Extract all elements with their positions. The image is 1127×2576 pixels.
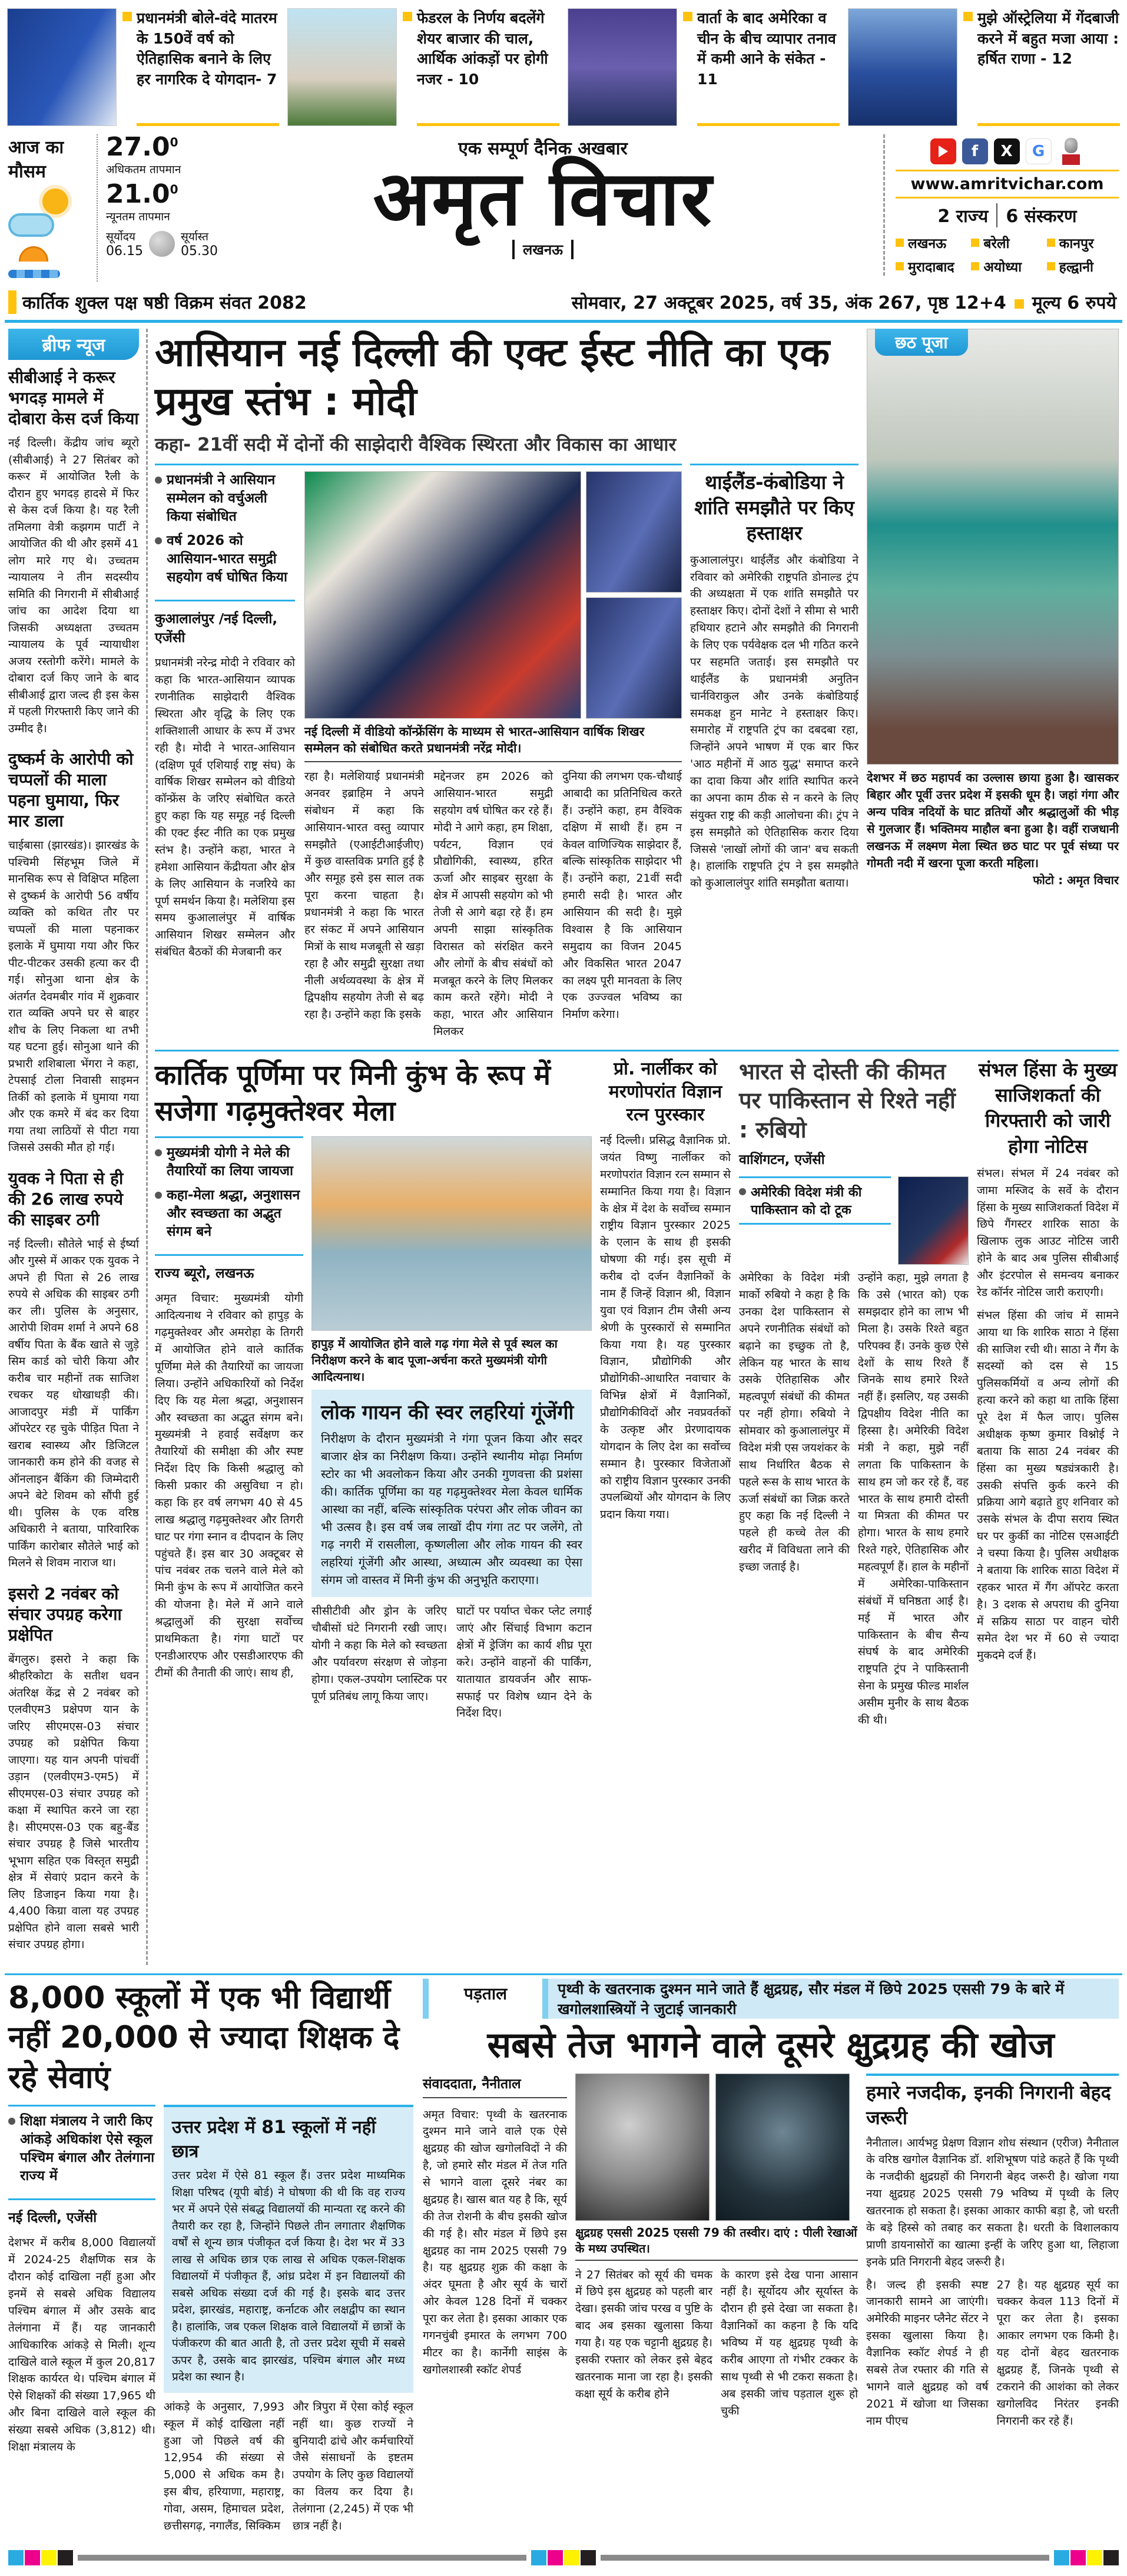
- teaser-item[interactable]: [568, 8, 840, 126]
- schools-headline: 8,000 स्कूलों में एक भी विद्यार्थी नहीं 20,000 से ज्यादा शिक्षक दे रहे सेवाएं: [8, 1980, 400, 2095]
- sambhal-body-para2: संभल हिंसा की जांच में सामने आया था कि शारिक साठा ने हिंसा की साजिश रची थी। साठा ने गैंग के सदस्यों को दस से 15 पुलिसकर्मियों व अन्य लोगों की हत्या करने को कहा था ताकि हिंसा पूरे देश में फैल जाए। पुलिस अधीक्षक कृष्ण कुमार विश्नोई ने बताया कि साठा 24 नवंबर की हिंसा का मुख्य षड्यंत्रकारी है। उसकी संपत्ति कुर्क करने की प्रक्रिया आगे बढ़ाते हुए शनिवार को उसके संभल के दीपा सराय स्थित घर पर कुर्की का नोटिस एसआईटी ने चस्पा किया है। पुलिस अधीक्षक ने बताया कि शारिक साठा विदेश में रहकर भारत में गैंग ऑपरेट करता है। 3 दशक से अपराध की दुनिया में सक्रिय साठा पर वाहन चोरी समेत देश भर में 60 से ज्यादा मुकदमे दर्ज हैं।: [977, 1308, 1119, 1662]
- schools-body-col3: और त्रिपुरा में ऐसा कोई स्कूल नहीं था। कुछ राज्यों ने बुनियादी ढांचे और कर्मचारियों जैसे संसाधनों के इष्टतम उपयोग के लिए कुछ विद्यालयों का विलय कर दिया है। तेलंगाना (2,245) में एक भी छात्र नहीं है।: [293, 2400, 413, 2532]
- lead-bullet: वर्ष 2026 को आसियान-भारत समुद्री सहयोग वर्ष घोषित किया: [155, 532, 295, 587]
- lead-headline: आसियान नई दिल्ली की एक्ट ईस्ट नीति का एक प्रमुख स्तंभ : मोदी: [155, 330, 830, 424]
- sunrise-time: 06.15: [106, 244, 143, 259]
- sunrise-icon: [8, 246, 61, 282]
- panchang-text: कार्तिक शुक्ल पक्ष षष्ठी विक्रम संवत 2082: [22, 293, 307, 313]
- padtaal-badge: पड़ताल: [423, 1979, 548, 2019]
- asteroid-intro: अमृत विचार: पृथ्वी के खतरनाक दुश्मन माने जाने वाले एक ऐसे क्षुद्रग्रह की खोज खगोलविदों ने की है, जो हमारे सौर मंडल में तेज गति से भागने वाला दूसरे नंबर का क्षुद्रग्रह है। खास बात यह है कि, सूर्य की तेज रोशनी के बीच इसकी खोज की गई है। सौर मंडल में छिपे इस क्षुद्रग्रह का नाम 2025 एससी 79 है। यह क्षुद्रग्रह शुक्र की कक्षा के अंदर घूमता है और सूर्य के चारों ओर केवल 128 दिनों में चक्कर पूरा कर लेता है। इसका आकार एक गगनचुंबी इमारत के लगभग 700 मीटर का है। कार्नेगी साइंस के खगोलशास्त्री स्कॉट शेपर्ड: [423, 2108, 567, 2376]
- lead-article[interactable]: [155, 329, 858, 1040]
- edition-list-item: लखनऊ: [896, 233, 967, 252]
- price-text: मूल्य 6 रुपये: [1032, 293, 1116, 313]
- lok-gayan-box: [311, 1390, 592, 1597]
- brief-title: इसरो 2 नवंबर को संचार उपग्रह करेगा प्रक्षेपित: [8, 1583, 122, 1645]
- min-temp: 21.0$^0$: [106, 179, 178, 209]
- lead-body-col3: मद्देनजर हम 2026 को आसियान-भारत समुद्री सहयोग वर्ष घोषित कर रहे हैं। मोदी ने आगे कहा, हम शिक्षा, पर्यटन, विज्ञान एवं प्रौद्योगिकी, स्वास्थ्य, हरित ऊर्जा और साइबर सुरक्षा के क्षेत्र में आपसी सहयोग को भी तेजी से आगे बढ़ा रहे हैं। हम अपनी साझा सांस्कृतिक विरासत को संरक्षित करने और लोगों के बीच संबंधों को मजबूत करने के लिए मिलकर काम करते रहेंगे। मोदी ने कहा, भारत और आसियान मिलकर: [433, 770, 553, 1039]
- yellow-bullet-icon: [1015, 299, 1024, 309]
- teaser-text: प्रधानमंत्री बोले-वंदे मातरम के 150वें वर्ष को ऐतिहासिक बनाने के लिए हर नागरिक दे योगदान- 7: [137, 8, 279, 126]
- sambhal-headline: संभल हिंसा के मुख्य साजिशकर्ता की गिरफ्तारी को जारी होगा नोटिस: [978, 1059, 1118, 1158]
- edition-list-item: अयोध्या: [971, 257, 1043, 276]
- rubio-bullet: अमेरिकी विदेश मंत्री की पाकिस्तान को दो टूक: [739, 1176, 891, 1225]
- harshit-rana-photo: [848, 8, 957, 126]
- mela-bullet: मुख्यमंत्री योगी ने मेले की तैयारियों का लिया जायजा: [155, 1144, 303, 1180]
- thailand-body: कुआलालंपुर। थाईलैंड और कंबोडिया ने रविवार को अमेरिकी राष्ट्रपति डोनाल्ड ट्रंप की अध्यक्षता में एक शांति समझौते पर हस्ताक्षर किए। दोनों देशों ने सीमा से भारी हथियार हटाने और समझौते की निगरानी के लिए एक पर्यवेक्षक दल भी गठित करने पर सहमति जताई। इस समझौते पर थाईलैंड के प्रधानमंत्री अनुतिन चार्नविराकुल और उनके कंबोडियाई समकक्ष हुन मानेट ने हस्ताक्षर किए। समारोह में राष्ट्रपति ट्रंप का दबदबा रहा, जिन्होंने अपने भाषण में एक बार फिर 'आठ महीनों में आठ युद्ध' समाप्त करने का दावा किया और शांति स्थापित करने का अपना काम ठीक से न करने के लिए संयुक्त राष्ट्र की कड़ी आलोचना की। ट्रंप ने इस समझौते को ऐतिहासिक करार दिया जिससे 'लाखों लोगों की जान' बच सकती है। हालांकि राष्ट्रपति ट्रंप ने इस समझौते को कुआलालंपुर शांति समझौता बताया।: [690, 553, 858, 890]
- thailand-cambodia-article[interactable]: [690, 464, 858, 1040]
- youtube-icon[interactable]: [930, 138, 956, 164]
- paper-title: अमृत विचार: [373, 155, 713, 243]
- lok-gayan-body: निरीक्षण के दौरान मुख्यमंत्री ने गंगा पूजन किया और सदर बाजार क्षेत्र का निरीक्षण किया। उन्होंने स्थानीय मोढ़ा निर्माण स्टोर का भी अवलोकन किया और उनकी गुणवत्ता की प्रशंसा की। कार्तिक पूर्णिमा का यह गढ़मुक्तेश्वर मेला केवल धार्मिक आस्था का नहीं, बल्कि सांस्कृतिक परंपरा और लोक जीवन का भी उत्सव है। इस वर्ष जब लाखों दीप गंगा तट पर जलेंगे, तो गढ़ नगरी में रासलीला, कृष्णलीला और लोक गायन की स्वर लहरियां गूंजेंगी और आस्था, अध्यात्म और व्यवस्था का ऐसा संगम जो वास्तव में मिनी कुंभ की अनुभूति कराएगा।: [321, 1431, 582, 1588]
- rubio-headline: भारत से दोस्ती की कीमत पर पाकिस्तान से रिश्ते नहीं : रुबियो: [739, 1059, 956, 1143]
- lok-gayan-title: लोक गायन की स्वर लहरियां गूंजेंगी: [321, 1401, 574, 1425]
- asteroid-body-col4: 27 है। यह क्षुद्रग्रह सूर्य का चक्कर केवल 113 दिनों में पूरा कर लेता है। इसका आकार लगभग एक किमी है। यह दोनों बेहद खतरनाक क्षुद्रग्रह हैं, जिनके पृथ्वी से टकराने की आशंका को लेकर खगोलविद निरंतर इनकी निगरानी कर रहे हैं।: [996, 2278, 1119, 2428]
- yellow-bullet-icon: [683, 12, 692, 21]
- moon-icon: [149, 231, 175, 257]
- asteroid-body-col2: के कारण इसे देख पाना आसान नहीं है। सूर्योदय और सूर्यास्त के दौरान ही इसे देखा जा सकता है। वैज्ञानिकों का कहना है कि यदि भविष्य में यह क्षुद्रग्रह पृथ्वी के करीब आएगा तो गंभीर टक्कर के साथ पृथ्वी से भी टकरा सकता है। अब इसकी जांच पड़ताल शुरू हो चुकी: [721, 2268, 858, 2418]
- facebook-icon[interactable]: f: [962, 138, 988, 164]
- monitoring-box-body: नैनीताल। आर्यभट्ट प्रेक्षण विज्ञान शोध संस्थान (एरीज) नैनीताल के वरिष्ठ खगोल वैज्ञानिक डॉ. शशिभूषण पांडे कहते हैं कि पृथ्वी के नजदीकी क्षुद्रग्रहों की निगरानी बेहद जरूरी है। खोजा गया नया क्षुद्रग्रह 2025 एससी 79 भविष्य में पृथ्वी के लिए खतरनाक हो सकता है। इसका आकार काफी बड़ा है, जो धरती के बड़े हिस्से को तबाह कर सकता है। धरती के विशालकाय प्राणी डायनासोरों का खात्मा इन्हीं के जरिए हुआ था, लिहाजा इनके प्रति निगरानी बेहद जरूरी है।: [866, 2136, 1119, 2269]
- weather-box: [8, 132, 218, 282]
- sunset-label: सूर्यास्त: [180, 230, 208, 243]
- chhath-photo-credit: फोटो : अमृत विचार: [1033, 873, 1119, 887]
- brief-title: सीबीआई ने करूर भगदड़ मामले में दोबारा केस दर्ज किया: [8, 368, 139, 428]
- website-url[interactable]: www.amritvichar.com: [896, 170, 1119, 199]
- chhath-badge: छठ पूजा: [875, 329, 968, 356]
- max-temp-label: अधिकतम तापमान: [106, 163, 181, 176]
- yogi-inspection-photo: [311, 1136, 592, 1331]
- masthead-right-panel: [883, 134, 1119, 276]
- mela-bullet: कहा-मेला श्रद्धा, अनुशासन और स्वच्छता का अद्भुत संगम बने: [155, 1186, 303, 1241]
- asteroid-body-col3: है। जल्द ही इसकी स्पष्ट जानकारी सामने आ जाएंगी। अमेरिकी माइनर प्लैनेट सेंटर ने इसका खुलासा किया है। वैज्ञानिक स्कॉट शेपर्ड ने ही सबसे तेज रफ्तार की गति से भागने वाले क्षुद्रग्रह को वर्ष 2021 में खोजा था जिसका नाम पीएच: [866, 2278, 989, 2428]
- brief-body: नई दिल्ली। केंद्रीय जांच ब्यूरो (सीबीआई) ने 27 सितंबर को करूर में आयोजित रैली के दौरान हुए भगदड़ हादसे में फिर से केस दर्ज किया है। यह रैली तमिलगा वेत्री कझगम पार्टी ने आयोजित की थी और इसमें 41 लोग मारे गए थे। उच्चतम न्यायालय ने तीन सदस्यीय समिति की निगरानी में सीबीआई जांच का आदेश दिया था जिसकी अध्यक्षता उच्चतम न्यायालय के पूर्व न्यायाधीश अजय रस्तोगी करेंगे। मामले के दोबारा दर्ज किए जाने के बाद सीबीआई द्वारा जल्द ही इस केस में पहली गिरफ्तारी किए जाने की उम्मीद है।: [8, 437, 139, 735]
- asteroid-closeup-photo: [575, 2074, 710, 2221]
- x-twitter-icon[interactable]: X: [994, 138, 1020, 164]
- lead-body-col1: प्रधानमंत्री नरेन्द्र मोदी ने रविवार को कहा कि भारत-आसियान व्यापक रणनीतिक साझेदारी वैश्विक स्थिरता और वृद्धि के लिए एक शक्तिशाली आधार के रूप में उभर रही है। मोदी ने भारत-आसियान (दक्षिण पूर्व एशियाई राष्ट्र संघ) के वार्षिक शिखर सम्मेलन को वीडियो कॉन्फ्रेंस के जरिए संबोधित करते हुए कहा कि यह समूह नई दिल्ली की एक्ट ईस्ट नीति का एक प्रमुख स्तंभ है। उन्होंने कहा, भारत ने हमेशा आसियान केंद्रीयता और क्षेत्र के लिए आसियान के नजरिये का पूर्ण समर्थन किया है। मलेशिया इस समय कुआलालंपुर में वार्षिक आसियान शिखर सम्मेलन और संबंधित बैठकों की मेजबानी कर: [155, 656, 295, 959]
- monitoring-box-title: हमारे नजदीक, इनकी निगरानी बेहद जरूरी: [866, 2081, 1111, 2129]
- schools-byline: नई दिल्ली, एजेंसी: [8, 2210, 97, 2226]
- teaser-item[interactable]: [848, 8, 1120, 126]
- edition-list-item: कानपुर: [1047, 233, 1119, 252]
- yellow-bullet-icon: [403, 12, 412, 21]
- chhath-caption: देशभर में छठ महापर्व का उल्लास छाया हुआ है। खासकर बिहार और पूर्वी उत्तर प्रदेश में इसकी धूम है। जहां गंगा और अन्य पवित्र नदियों के घाट व्रतियों और श्रद्धालुओं की भीड़ से गुलजार हैं। भक्तिमय माहौल बना हुआ है। वहीं राजधानी लखनऊ में लक्ष्मण मेला स्थित छठ घाट पर पूर्व संध्या पर गोमती नदी में खरना पूजा करती महिला।: [867, 771, 1119, 870]
- rubio-photo: [898, 1176, 969, 1265]
- brief-news-column: [8, 329, 148, 1965]
- schools-bullet: शिक्षा मंत्रालय ने जारी किए आंकड़े अधिकांश ऐसे स्कूल पश्चिम बंगाल और तेलंगाना राज्य में: [8, 2112, 155, 2185]
- up-schools-box-title: उत्तर प्रदेश में 81 स्कूलों में नहीं छात्र: [172, 2117, 376, 2162]
- masthead: [5, 132, 1122, 282]
- brief-body: नई दिल्ली। सौतेले भाई से ईर्ष्या और गुस्से में आकर एक युवक ने अपने ही पिता से 26 लाख रुपये से अधिक की साइबर ठगी कर ली। पुलिस के अनुसार, आरोपी शिवम शर्मा ने अपने 68 वर्षीय पिता के बैंक खाते से जुड़े सिम कार्ड को चोरी किया और करीब चार महीनों तक साजिश रचकर यह धोखाधड़ी की। आजादपुर मंडी में पार्किंग ऑपरेटर रह चुके पीड़ित पिता ने खराब स्वास्थ्य और डिजिटल जानकारी कम होने की वजह से ऑनलाइन बैंकिंग की जिम्मेदारी अपने बेटे शिवम को सौंपी हुई थी। पुलिस के एक वरिष्ठ अधिकारी ने बताया, पारिवारिक पार्किंग कारोबार सौतेले भाई को मिलने से शिवम नाराज था।: [8, 1237, 139, 1569]
- schools-body-col2: आंकड़े के अनुसार, 7,993 स्कूल में कोई दाखिला नहीं हुआ जो पिछले वर्ष की 12,954 की संख्या से 5,000 से अधिक कम है। इस बीच, हरियाणा, महाराष्ट्र, गोवा, असम, हिमाचल प्रदेश, छत्तीसगढ़, नगालैंड, सिक्किम: [164, 2400, 284, 2532]
- mela-body-col3: घाटों पर पर्याप्त चेकर प्लेट लगाई जाएं और सिंचाई विभाग कटान क्षेत्रों में ड्रेजिंग का कार्य शीघ्र पूरा करे। उन्होंने वाहनों की पार्किंग, यातायात डायवर्जन और साफ-सफाई पर विशेष ध्यान देने के निर्देश दिए।: [456, 1605, 592, 1720]
- brief-item[interactable]: [8, 1583, 139, 1953]
- asteroid-photo-caption: क्षुद्रग्रह एससी 2025 एससी 79 की तस्वीर। दाएं : पीली रेखाओं के मध्य उपस्थित।: [575, 2224, 858, 2261]
- teaser-item[interactable]: [7, 8, 279, 126]
- brief-news-header: ब्रीफ न्यूज: [8, 329, 139, 360]
- up-schools-box-body: उत्तर प्रदेश में ऐसे 81 स्कूल हैं। उत्तर प्रदेश माध्यमिक शिक्षा परिषद (यूपी बोर्ड) ने घोषणा की थी कि वह राज्य भर में अपने ऐसे संबद्ध विद्यालयों की मान्यता रद्द करने की तैयारी कर रहा है, जिन्होंने पिछले तीन लगातार शैक्षणिक वर्षों से शून्य छात्र पंजीकृत दर्ज किया है। देश भर में 33 लाख से अधिक छात्र एक लाख से अधिक एकल-शिक्षक विद्यालयों में पंजीकृत हैं, आंध्र प्रदेश में इन विद्यालयों की सबसे अधिक संख्या दर्ज की गई है। इसके बाद उत्तर प्रदेश, झारखंड, महाराष्ट्र, कर्नाटक और लक्षद्वीप का स्थान है। हालांकि, जब एकल शिक्षक वाले विद्यालयों में छात्रों के पंजीकरण की बात आती है, तो उत्तर प्रदेश सूची में सबसे ऊपर है, उसके बाद झारखंड, पश्चिम बंगाल और मध्य प्रदेश का स्थान है।: [172, 2169, 405, 2384]
- google-icon[interactable]: G: [1026, 138, 1052, 164]
- sambhal-body-para1: संभल। संभल में 24 नवंबर को जामा मस्जिद के सर्वे के दौरान हिंसा के मुख्य साजिशकर्ता विदेश में छिपे गैंगस्टर शारिक साठा के खिलाफ लुक आउट नोटिस जारी होने के बाद अब पुलिस सीबीआई और इंटरपोल से समन्वय बनाकर रेड कॉर्नर नोटिस जारी कराएगी।: [977, 1166, 1119, 1299]
- mela-body-col1: अमृत विचार: मुख्यमंत्री योगी आदित्यनाथ ने रविवार को हापुड़ के गढ़मुक्तेश्वर और अमरोहा के तिगरी में आयोजित होने वाले कार्तिक पूर्णिमा मेले की तैयारियों का जायजा लिया। उन्होंने अधिकारियों को निर्देश दिए कि यह मेला श्रद्धा, अनुशासन और स्वच्छता का अद्भुत संगम बने। मुख्यमंत्री ने हवाई सर्वेक्षण कर तैयारियों की समीक्षा की और स्पष्ट निर्देश दिए कि किसी श्रद्धालु को किसी प्रकार की असुविधा न हो। कहा कि हर वर्ष लगभग 40 से 45 लाख श्रद्धालु गढ़मुक्तेश्वर और तिगरी घाट पर गंगा स्नान व दीपदान के लिए पहुंचते हैं। इस बार 30 अक्टूबर से पांच नवंबर तक चलने वाले मेले को मिनी कुंभ के रूप में आयोजित करने की योजना है। मेले में आने वाले श्रद्धालुओं की सुरक्षा सर्वोच्च प्राथमिकता है। गंगा घाटों पर एनडीआरएफ और एसडीआरएफ की टीमों की तैनाती की जाएं। साथ ही,: [155, 1292, 303, 1679]
- summit-screen-photo: [586, 471, 682, 593]
- thailand-headline: थाईलैंड-कंबोडिया ने शांति समझौते पर किए हस्ताक्षर: [694, 471, 854, 544]
- brief-body: चाईबासा (झारखंड)। झारखंड के पश्चिमी सिंहभूम जिले में मानसिक रूप से विक्षिप्त महिला से दुष्कर्म के आरोपी 56 वर्षीय व्यक्ति को कथित तौर पर चप्पलों की माला पहनाकर इलाके में घुमाया गया और फिर पीट-पीटकर उसकी हत्या कर दी गई। सोनुआ थाना क्षेत्र के अंतर्गत देवमबीर गांव में शुक्रवार रात व्यक्ति अपने घर से बाहर शौच के लिए निकला था तभी यह घटना हुई। सोनुआ थाने की प्रभारी शशिबाला भेंगरा ने कहा, टेपसाई टोला निवासी साइमन तिर्की को इलाके में घुमाया गया और एक कमरे में बंद कर दिया गया तथा लाठियों से पीटा गया जिससे उसकी मौत हो गई।: [8, 839, 139, 1154]
- narlikar-award-article[interactable]: [600, 1057, 731, 1729]
- asteroid-body-col1: ने 27 सितंबर को सूर्य की चमक में छिपे इस क्षुद्रग्रह को पहली बार देखा। इसकी जांच परख व पुष्टि के बाद अब इसका खुलासा किया गया है। यह एक चट्टानी क्षुद्रग्रह है। इसकी रफ्तार को लेकर इसे बेहद खतरनाक माना जा रहा है। इसकी कक्षा सूर्य के करीब होने: [575, 2268, 712, 2400]
- narlikar-body: नई दिल्ली। प्रसिद्ध वैज्ञानिक प्रो. जयंत विष्णु नार्लीकर को मरणोपरांत विज्ञान रत्न सम्मान से सम्मानित किया गया है। विज्ञान के क्षेत्र में देश के सर्वोच्च सम्मान राष्ट्रीय विज्ञान पुरस्कार 2025 के एलान के साथ ही इसकी घोषणा की गई। इस सूची में करीब दो दर्जन वैज्ञानिकों के नाम हैं जिन्हें विज्ञान श्री, विज्ञान युवा एवं विज्ञान टीम जैसी अन्य श्रेणी के पुरस्कारों से सम्मानित किया गया है। यह पुरस्कार विज्ञान, प्रौद्योगिकी और प्रौद्योगिकी-आधारित नवाचार के विभिन्न क्षेत्रों में वैज्ञानिकों, प्रौद्योगिकीविदों और नवप्रवर्तकों के उत्कृष्ट और प्रेरणादायक योगदान के लिए देश का सर्वोच्च सम्मान है। पुरस्कार विजेताओं को राष्ट्रीय विज्ञान पुरस्कार उनकी उपलब्धियों और योगदान के लिए प्रदान किया गया।: [600, 1134, 731, 1522]
- mela-photo-caption: हापुड़ में आयोजित होने वाले गढ़ गंगा मेले से पूर्व स्थल का निरीक्षण करने के बाद पूजा-अर्चना करते मुख्यमंत्री योगी आदित्यनाथ।: [311, 1337, 558, 1384]
- lead-photo-caption: नई दिल्ली में वीडियो कॉन्फ्रेंसिंग के माध्यम से भारत-आसियान वार्षिक शिखर सम्मेलन को संबोधित करते प्रधानमंत्री नरेंद्र मोदी।: [304, 719, 682, 762]
- garhmukteshwar-mela-article[interactable]: [155, 1057, 592, 1729]
- asteroid-sky-photo: [715, 2074, 850, 2221]
- asean-us-summit-photo: [568, 8, 677, 126]
- sun-cloud-icon: [8, 187, 79, 240]
- monitoring-box: [866, 2074, 1119, 2430]
- schools-article[interactable]: [8, 1979, 413, 2535]
- schools-body-col1: देशभर में करीब 8,000 विद्यालयों में 2024-25 शैक्षणिक सत्र के दौरान कोई दाखिला नहीं हुआ और इनमें से सबसे अधिक विद्यालय पश्चिम बंगाल में और उसके बाद तेलंगाना में हैं। यह जानकारी आधिकारिक आंकड़े से मिली। शून्य दाखिले वाले स्कूल में कुल 20,817 शिक्षक कार्यरत थे। पश्चिम बंगाल में ऐसे शिक्षकों की संख्या 17,965 थी और बिना दाखिले वाले स्कूल की संख्या सबसे अधिक (3,812) थी। शिक्षा मंत्रालय के: [8, 2236, 155, 2453]
- edition-name: लखनऊ: [512, 240, 574, 259]
- teaser-item[interactable]: [287, 8, 559, 126]
- brief-item[interactable]: [8, 1168, 139, 1572]
- kicker-text: पृथ्वी के खतरनाक दुश्मन माने जाते हैं क्षुद्रग्रह, सौर मंडल में छिपे 2025 एससी 79 के बारे में खगोलशास्त्रियों ने जुटाई जानकारी: [558, 1980, 1065, 2018]
- modi-summit-photo: [304, 471, 581, 719]
- brief-title: युवक ने पिता से ही की 26 लाख रुपये की साइबर ठगी: [8, 1168, 124, 1229]
- lead-byline: कुआलालंपुर /नई दिल्ली, एजेंसी: [155, 611, 278, 646]
- modi-speech-photo: [7, 8, 117, 126]
- rubio-body-col1: अमेरिका के विदेश मंत्री मार्को रुबियो ने कहा है कि उनका देश पाकिस्तान से अपने रणनीतिक संबंधों को बढ़ाने का इच्छुक तो है, लेकिन यह भारत के साथ उसके ऐतिहासिक और महत्वपूर्ण संबंधों की कीमत पर नहीं होगा। रुबियो ने सोमवार को कुआलालंपुर में विदेश मंत्री एस जयशंकर के साथ निर्धारित बैठक से पहले रूस के साथ भारत के ऊर्जा संबंधों का जिक्र करते हुए कहा कि नई दिल्ली ने पहले ही कच्चे तेल की खरीद में विविधता लाने की इच्छा जताई है।: [739, 1271, 850, 1574]
- brief-item[interactable]: [8, 367, 139, 737]
- editions-count: 6 संस्करण: [1006, 206, 1077, 227]
- brief-title: दुष्कर्म के आरोपी को चप्पलों की माला पहना घुमाया, फिर मार डाला: [8, 749, 134, 831]
- asteroid-byline: संवाददाता, नैनीताल: [423, 2074, 567, 2098]
- rubio-article[interactable]: [739, 1057, 969, 1729]
- press-mic-icon: [1058, 138, 1085, 165]
- narlikar-headline: प्रो. नार्लीकर को मरणोपरांत विज्ञान रत्न पुरस्कार: [608, 1059, 722, 1125]
- states-count: 2 राज्य: [937, 206, 989, 227]
- max-temp: 27.0$^0$: [106, 132, 178, 162]
- asteroid-headline: सबसे तेज भागने वाले दूसरे क्षुद्रग्रह की खोज: [487, 2024, 1055, 2066]
- summit-leaders-photo: [586, 597, 682, 719]
- yellow-bar-icon: [8, 290, 16, 314]
- print-registration-marks: [5, 2535, 1122, 2576]
- stock-exchange-photo: [287, 8, 397, 126]
- teaser-text: मुझे ऑस्ट्रेलिया में गेंदबाजी करने में बहुत मजा आया : हर्षित राणा - 12: [977, 8, 1120, 126]
- sunset-time: 05.30: [180, 244, 218, 259]
- asteroid-article[interactable]: [423, 1979, 1119, 2535]
- lead-bullet: प्रधानमंत्री ने आसियान सम्मेलन को वर्चुअली किया संबोधित: [155, 471, 295, 526]
- edition-list-item: मुरादाबाद: [896, 257, 967, 276]
- up-schools-box: [164, 2105, 413, 2393]
- teaser-text: वार्ता के बाद अमेरिका व चीन के बीच व्यापार तनाव में कमी आने के संकेत - 11: [697, 8, 840, 126]
- mela-headline: कार्तिक पूर्णिमा पर मिनी कुंभ के रूप में सजेगा गढ़मुक्तेश्वर मेला: [155, 1059, 551, 1128]
- sunrise-label: सूर्योदय: [106, 230, 135, 243]
- top-teaser-strip: [5, 4, 1122, 132]
- mela-body-col2: सीसीटीवी और ड्रोन के जरिए चौबीसों घंटे निगरानी रखी जाए। योगी ने कहा कि मेले को स्वच्छता और पर्यावरण संरक्षण से जोड़ना होगा। एकल-उपयोग प्लास्टिक पर पूर्ण प्रतिबंध लागू किया जाए।: [311, 1605, 447, 1703]
- edition-list-item: बरेली: [971, 233, 1043, 252]
- lead-body-col2: रहा है। मलेशियाई प्रधानमंत्री अनवर इब्राहिम ने अपने संबोधन में कहा कि आसियान-भारत वस्तु व्यापार समझौते (एआईटीआईजीए) में कुछ वास्तविक प्रगति हुई है और समूह इसे इस साल तक पूरा करना चाहता है। प्रधानमंत्री ने कहा कि भारत हर संकट में अपने आसियान मित्रों के साथ मजबूती से खड़ा रहा है और समुद्री सुरक्षा तथा नीली अर्थव्यवस्था के क्षेत्र में द्विपक्षीय सहयोग तेजी से बढ़ रहा है। उन्होंने कहा कि इसके: [304, 770, 424, 1021]
- rubio-body-col2: उन्होंने कहा, मुझे लगता है कि उसे (भारत को) एक समझदार होने का लाभ भी मिला है। उसके रिश्ते बहुत परिपक्व हैं। उनके कुछ ऐसे देशों के साथ रिश्ते हैं जिनके साथ हमारे रिश्ते नहीं हैं। इसलिए, यह उसकी द्विपक्षीय विदेश नीति का हिस्सा है। अमेरिकी विदेश मंत्री ने कहा, मुझे नहीं लगता कि पाकिस्तान के साथ हम जो कर रहे हैं, वह भारत के साथ हमारी दोस्ती या मित्रता की कीमत पर होगा। भारत के साथ हमारे रिश्ते गहरे, ऐतिहासिक और महत्वपूर्ण हैं। हाल के महीनों में अमेरिका-पाकिस्तान संबंधों में घनिष्ठता आई है। मई में भारत और पाकिस्तान के बीच सैन्य संघर्ष के बाद अमेरिकी राष्ट्रपति ट्रंप ने पाकिस्तानी सेना के प्रमुख फील्ड मार्शल असीम मुनीर के साथ बैठक की थी।: [858, 1271, 969, 1727]
- paper-tagline: एक सम्पूर्ण दैनिक अखबार: [458, 138, 628, 159]
- brief-body: बेंगलुरु। इसरो ने कहा कि श्रीहरिकोटा के सतीश धवन अंतरिक्ष केंद्र से 2 नवंबर को एलवीएम3 प्रक्षेपण यान के जरिए सीएमएस-03 संचार उपग्रह को प्रक्षेपित किया जाएगा। यह यान अपनी पांचवीं उड़ान (एलवीएम3-एम5) में सीएमएस-03 संचार उपग्रह को कक्षा में स्थापित करने जा रहा है। सीएमएस-03 एक बहु-बैंड संचार उपग्रह है जिसे भारतीय भूभाग सहित एक विस्तृत समुद्री क्षेत्र में सेवाएं प्रदान करने के लिए डिजाइन किया गया है। 4,400 किग्रा वाला यह उपग्रह प्रक्षेपित होने वाला सबसे भारी संचार उपग्रह होगा।: [8, 1652, 139, 1951]
- brief-item[interactable]: [8, 749, 139, 1156]
- min-temp-label: न्यूनतम तापमान: [106, 210, 170, 223]
- sambhal-article[interactable]: [977, 1057, 1119, 1729]
- mela-byline: राज्य ब्यूरो, लखनऊ: [155, 1266, 254, 1282]
- yellow-bullet-icon: [963, 12, 973, 21]
- date-issue-text: सोमवार, 27 अक्टूबर 2025, वर्ष 35, अंक 267, पृष्ठ 12+4: [571, 293, 1006, 313]
- dateline-bar: [5, 286, 1122, 323]
- yellow-bullet-icon: [122, 12, 132, 21]
- rubio-byline: वाशिंगटन, एजेंसी: [739, 1152, 825, 1168]
- chhath-puja-photo: [867, 329, 1119, 765]
- edition-list-item: हल्द्वानी: [1047, 257, 1119, 276]
- chhath-puja-photo-block: [867, 329, 1119, 1040]
- lead-subhead: कहा- 21वीं सदी में दोनों की साझेदारी वैश्विक स्थिरता और विकास का आधार: [155, 434, 677, 455]
- weather-title: आज का मौसम: [8, 137, 64, 182]
- padtaal-kicker-strip: [423, 1979, 1119, 2019]
- lead-body-col4: दुनिया की लगभग एक-चौथाई आबादी का प्रतिनिधित्व करते हैं। उन्होंने कहा, हम वैश्विक दक्षिण में साथी हैं। हम न केवल वाणिज्यिक साझेदार हैं, बल्कि सांस्कृतिक साझेदार भी हैं। उन्होंने कहा, 21वीं सदी हमारी सदी है। भारत और आसियान की सदी है। मुझे विश्वास है कि आसियान समुदाय का विजन 2045 और विकसित भारत 2047 का लक्ष्य पूरी मानवता के लिए एक उज्ज्वल भविष्य का निर्माण करेगा।: [562, 770, 682, 1021]
- teaser-text: फेडरल के निर्णय बदलेंगे शेयर बाजार की चाल, आर्थिक आंकड़ों पर होगी नजर - 10: [417, 8, 559, 126]
